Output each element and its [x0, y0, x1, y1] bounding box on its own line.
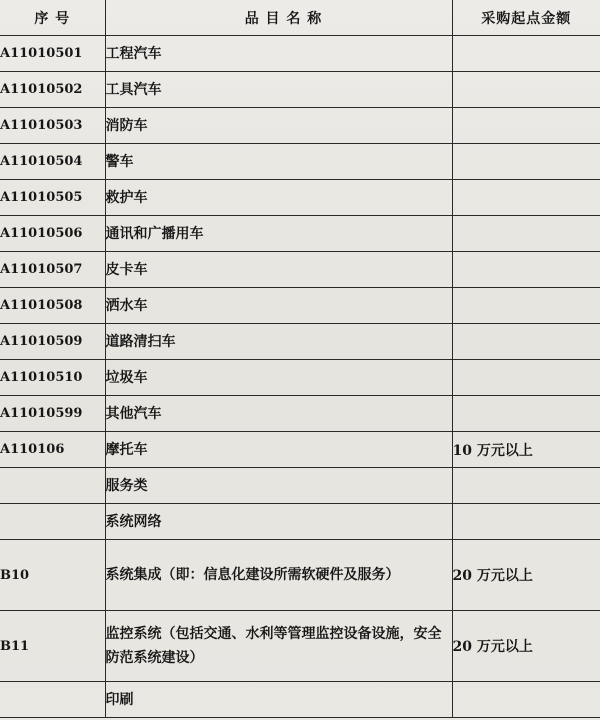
row-name: 消防车 — [105, 108, 452, 144]
row-threshold — [452, 468, 600, 504]
row-threshold — [452, 72, 600, 108]
row-code: A11010599 — [0, 396, 105, 432]
table-row — [0, 108, 600, 144]
row-name: 警车 — [105, 144, 452, 180]
row-name: 皮卡车 — [105, 252, 452, 288]
row-code: B11 — [0, 611, 105, 682]
row-name: 工程汽车 — [105, 36, 452, 72]
table-row — [0, 396, 600, 432]
row-code — [0, 682, 105, 718]
table-row — [0, 72, 600, 108]
row-code: A11010503 — [0, 108, 105, 144]
row-code: A11010504 — [0, 144, 105, 180]
row-code: A11010508 — [0, 288, 105, 324]
row-code: A11010507 — [0, 252, 105, 288]
row-code: A11010501 — [0, 36, 105, 72]
row-threshold — [452, 504, 600, 540]
table-row — [0, 288, 600, 324]
row-code: A11010510 — [0, 360, 105, 396]
row-name: 救护车 — [105, 180, 452, 216]
table-row — [0, 360, 600, 396]
row-name: 通讯和广播用车 — [105, 216, 452, 252]
row-name: 道路清扫车 — [105, 324, 452, 360]
header-code: 序 号 — [0, 0, 105, 36]
row-name: 系统集成（即：信息化建设所需软硬件及服务） — [105, 540, 452, 611]
row-threshold — [452, 216, 600, 252]
row-code: A11010505 — [0, 180, 105, 216]
table-row — [0, 611, 600, 682]
row-threshold: 10 万元以上 — [452, 432, 600, 468]
row-threshold — [452, 252, 600, 288]
table-row — [0, 324, 600, 360]
row-name: 垃圾车 — [105, 360, 452, 396]
row-name: 印刷 — [105, 682, 452, 718]
row-threshold: 20 万元以上 — [452, 540, 600, 611]
header-threshold: 采购起点金额 — [452, 0, 600, 36]
table-header-row — [0, 0, 600, 36]
row-code: A110106 — [0, 432, 105, 468]
row-threshold — [452, 36, 600, 72]
table-row — [0, 504, 600, 540]
row-threshold — [452, 144, 600, 180]
table-row — [0, 252, 600, 288]
header-item-name: 品 目 名 称 — [105, 0, 452, 36]
row-name: 洒水车 — [105, 288, 452, 324]
row-threshold — [452, 360, 600, 396]
row-threshold — [452, 396, 600, 432]
row-code — [0, 468, 105, 504]
row-name: 系统网络 — [105, 504, 452, 540]
table-row — [0, 180, 600, 216]
table-row — [0, 216, 600, 252]
table-row — [0, 36, 600, 72]
row-threshold — [452, 180, 600, 216]
row-code: A11010502 — [0, 72, 105, 108]
row-threshold — [452, 324, 600, 360]
row-name: 服务类 — [105, 468, 452, 504]
row-name: 其他汽车 — [105, 396, 452, 432]
row-name: 摩托车 — [105, 432, 452, 468]
row-threshold: 20 万元以上 — [452, 611, 600, 682]
row-threshold — [452, 288, 600, 324]
row-code: A11010509 — [0, 324, 105, 360]
row-name: 工具汽车 — [105, 72, 452, 108]
table-row — [0, 468, 600, 504]
table-row — [0, 682, 600, 718]
row-code: A11010506 — [0, 216, 105, 252]
table-row — [0, 540, 600, 611]
row-threshold — [452, 108, 600, 144]
row-threshold — [452, 682, 600, 718]
row-code: B10 — [0, 540, 105, 611]
row-code — [0, 504, 105, 540]
row-name: 监控系统（包括交通、水利等管理监控设备设施，安全防范系统建设） — [105, 611, 452, 682]
table-row — [0, 432, 600, 468]
table-row — [0, 144, 600, 180]
